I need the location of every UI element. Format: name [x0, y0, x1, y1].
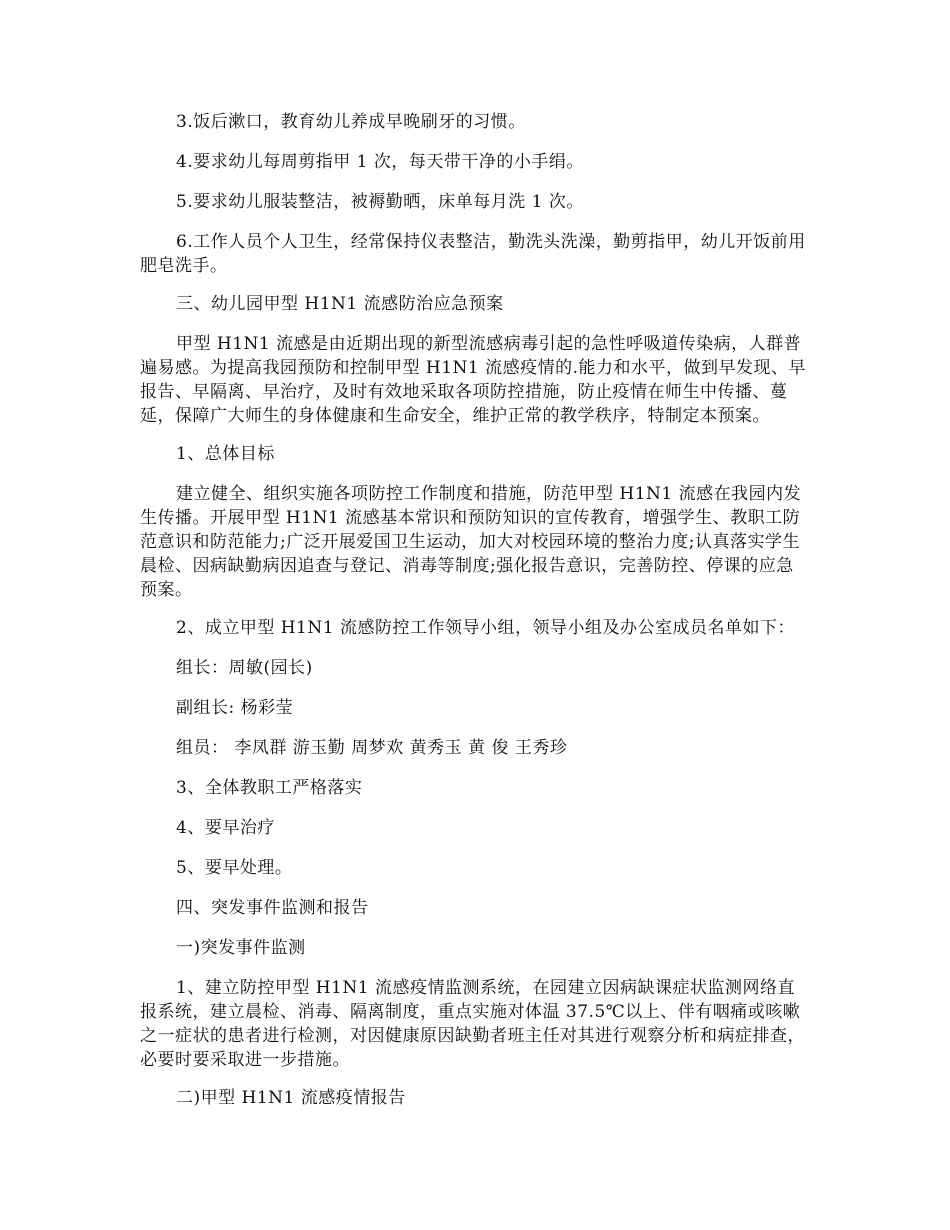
document-body	[140, 110, 810, 1126]
subheading-overall-goal: 1、总体目标	[176, 444, 275, 464]
section-heading-3: 三、幼儿园甲型 H1N1 流感防治应急预案	[176, 294, 504, 314]
deputy-leader-line: 副组长: 杨彩莹	[176, 698, 294, 718]
section-heading-4: 四、突发事件监测和报告	[176, 898, 369, 918]
paragraph-intro: 甲型 H1N1 流感是由近期出现的新型流感病毒引起的急性呼吸道传染病，人群普遍易感。为提高我园预防和控制甲型 H1N1 流感疫情的.能力和水平，做到早发现、早报告、早隔离、早治疗，及时有效地采取各项防控措施，防止疫情在师生中传播、蔓延，保障广大师生的身体健康和生命安全，维护正常的教学秩序，特制定本预案。	[140, 334, 807, 426]
paragraph-monitoring: 1、建立防控甲型 H1N1 流感疫情监测系统，在园建立因病缺课症状监测网络直报系统，建立晨检、消毒、隔离制度，重点实施对体温 37.5℃以上、伴有咽痛或咳嗽之一症状的患者进行检测，对因健康原因缺勤者班主任对其进行观察分析和病症排查，必要时要采取进一步措施。	[140, 978, 805, 1070]
leader-line: 组长：周敏(园长)	[176, 658, 313, 678]
item-early-treatment: 4、要早治疗	[176, 818, 275, 838]
subsection-monitoring: 一)突发事件监测	[176, 938, 306, 958]
members-line: 组员： 李凤群 游玉勤 周梦欢 黄秀玉 黄 俊 王秀珍	[176, 738, 568, 758]
paragraph-overall-goal: 建立健全、组织实施各项防控工作制度和措施，防范甲型 H1N1 流感在我园内发生传播。开展甲型 H1N1 流感基本常识和预防知识的宣传教育，增强学生、教职工防范意识和防范能力;广泛开展爱国卫生运动，加大对校园环境的整治力度;认真落实学生晨检、因病缺勤病因追查与登记、消毒等制度;强化报告意识，完善防控、停课的应急预案。	[140, 484, 802, 600]
paragraph-item-6: 6.工作人员个人卫生，经常保持仪表整洁，勤洗头洗澡，勤剪指甲，幼儿开饭前用肥皂洗手。	[140, 232, 806, 276]
item-staff-implement: 3、全体教职工严格落实	[176, 778, 363, 798]
paragraph-leadership-group: 2、成立甲型 H1N1 流感防控工作领导小组，领导小组及办公室成员名单如下：	[176, 618, 795, 638]
paragraph-item-5: 5.要求幼儿服装整洁，被褥勤晒，床单每月洗 1 次。	[176, 192, 584, 212]
item-early-handling: 5、要早处理。	[176, 858, 293, 878]
subsection-reporting: 二)甲型 H1N1 流感疫情报告	[176, 1088, 406, 1108]
paragraph-item-4: 4.要求幼儿每周剪指甲 1 次，每天带干净的小手绢。	[176, 152, 584, 172]
paragraph-item-3: 3.饭后漱口，教育幼儿养成早晚刷牙的习惯。	[176, 112, 526, 132]
